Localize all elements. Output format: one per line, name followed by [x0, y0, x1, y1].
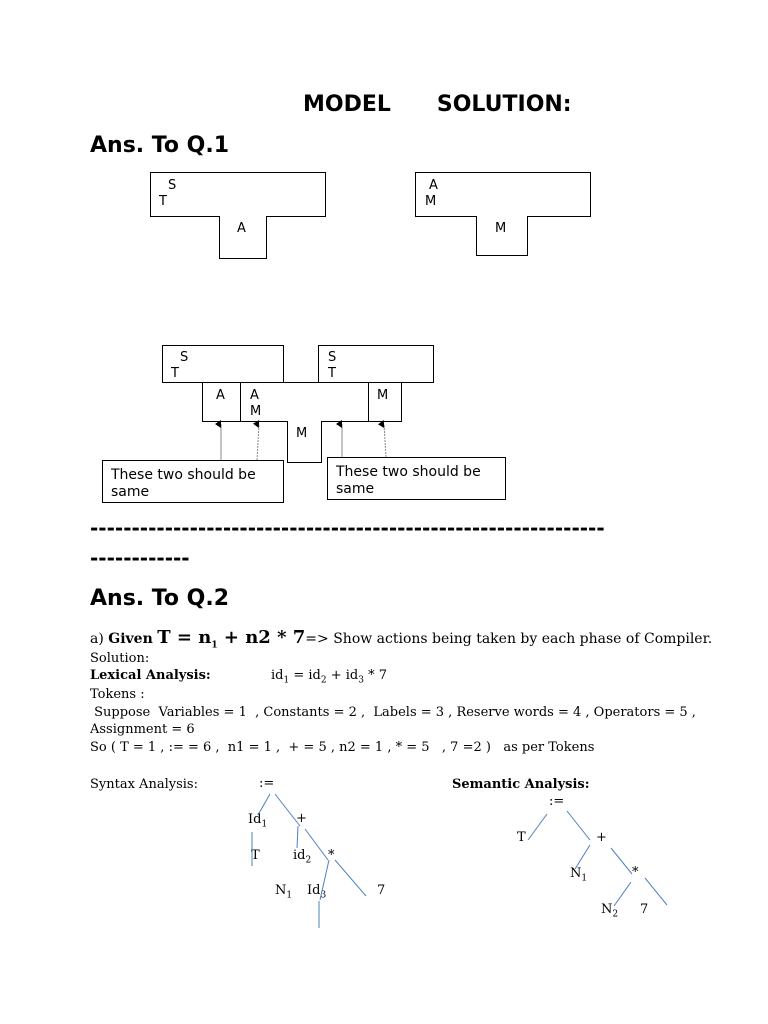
label-a: A	[250, 388, 259, 403]
label-t: T	[171, 366, 179, 381]
label-m: M	[495, 221, 507, 236]
note-right: These two should be same	[327, 457, 506, 500]
label-m: M	[377, 388, 389, 403]
label-t: T	[159, 194, 167, 209]
semantic-root: :=	[549, 794, 565, 809]
tree-edge	[297, 826, 298, 848]
label-s: S	[180, 350, 189, 365]
suppose-line: Suppose Variables = 1 , Constants = 2 , Labels = 3 , Reserve words = 4 , Operators = 5 ,	[90, 705, 696, 720]
label-t: T	[328, 366, 336, 381]
semantic-t: T	[517, 830, 526, 845]
tree-edge	[575, 845, 590, 869]
given-word: Given	[108, 631, 153, 647]
q1-heading: Ans. To Q.1	[90, 133, 230, 158]
semantic-n2: $N_2$	[601, 902, 619, 920]
semantic-label: Semantic Analysis:	[452, 777, 590, 792]
tree-edge	[320, 860, 329, 900]
so-line: So ( T = 1 , := = 6 , n1 = 1 , + = 5 , n2 = 1 , * = 5 , 7 =2 ) as per Tokens	[90, 740, 595, 755]
semantic-seven: 7	[640, 902, 649, 917]
label-a: A	[237, 221, 246, 236]
syntax-star: *	[328, 848, 335, 863]
tree-edge	[528, 814, 547, 840]
semantic-star: *	[632, 865, 639, 880]
tree-edge	[645, 878, 667, 905]
label-s: S	[168, 178, 177, 193]
lexical-expression: $id_1 = id_2 + id_3 * 7$	[271, 668, 388, 686]
syntax-id3: $Id_3$	[307, 883, 327, 901]
semantic-n1: $N_1$	[570, 866, 588, 884]
tree-edge	[275, 794, 300, 826]
assignment-line: Assignment = 6	[90, 722, 195, 737]
tree-edge	[335, 860, 366, 896]
tree-edge	[305, 829, 328, 860]
q2-heading: Ans. To Q.2	[90, 586, 230, 611]
syntax-plus: +	[296, 811, 307, 826]
tokens-label: Tokens :	[90, 687, 145, 702]
label-s: S	[328, 350, 337, 365]
lexical-label: Lexical Analysis:	[90, 668, 211, 683]
solution-label: Solution:	[90, 651, 150, 666]
tree-edge	[611, 848, 632, 874]
syntax-n1: $N_1$	[275, 883, 293, 901]
syntax-root: :=	[259, 776, 275, 791]
syntax-id1: $Id_1$	[248, 812, 268, 830]
tree-edge	[567, 811, 590, 840]
label-m: M	[296, 426, 308, 441]
equation: $T = n_1 + n2 * 7$	[157, 627, 306, 651]
syntax-seven: 7	[377, 883, 386, 898]
label-m: M	[250, 404, 262, 419]
page-title: MODEL SOLUTION:	[303, 92, 572, 117]
syntax-id2: $id_2$	[293, 848, 312, 866]
given-tail: => Show actions being taken by each phase of Compiler.	[305, 631, 713, 647]
syntax-t: T	[251, 848, 260, 863]
label-a: A	[429, 178, 438, 193]
tree-edge	[614, 882, 631, 906]
note-left: These two should be same	[102, 460, 284, 503]
separator-line: --------------------------------------------------------------	[90, 516, 605, 540]
syntax-label: Syntax Analysis:	[90, 777, 198, 792]
label-a: A	[216, 388, 225, 403]
separator-line: ------------	[90, 546, 190, 570]
semantic-plus: +	[596, 830, 607, 845]
label-m: M	[425, 194, 437, 209]
given-prefix: a)	[90, 631, 109, 647]
tree-edge	[258, 794, 270, 815]
